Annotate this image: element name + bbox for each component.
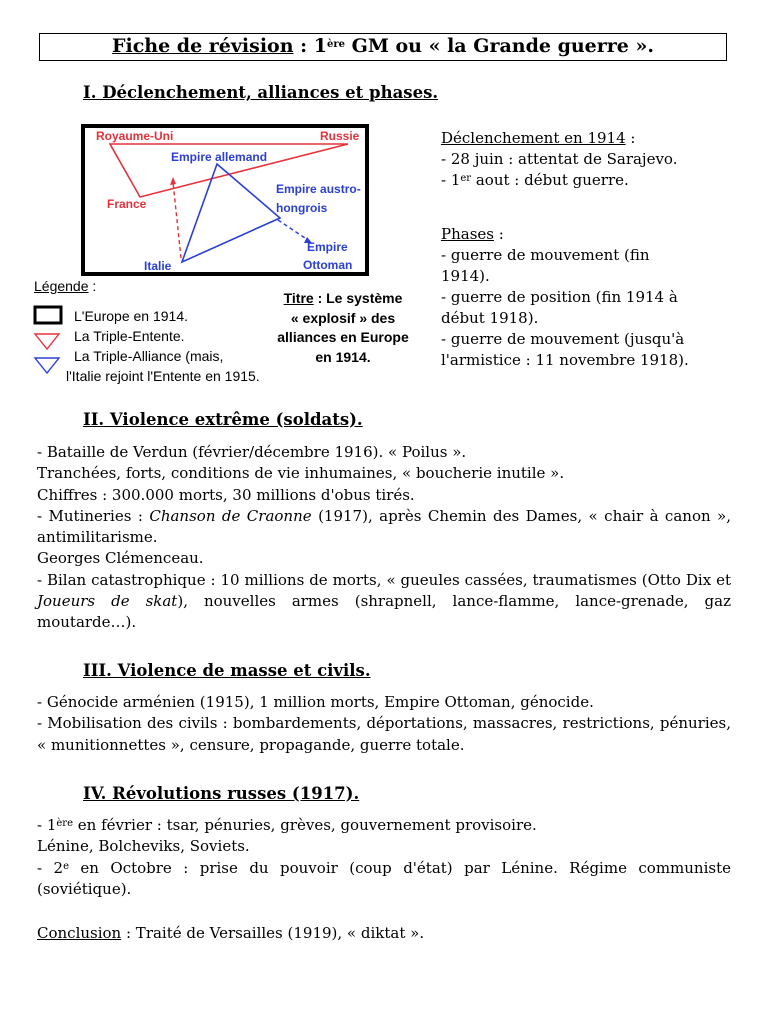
- section-3-body: - Génocide arménien (1915), 1 million morts, Empire Ottoman, génocide. - Mobilisation des civils : bombardements, déportations, massacres, restrictions, pénuries, « munitionnettes », censure, propagande, guerre totale.: [37, 693, 731, 754]
- legend-items: [66, 306, 260, 386]
- legend-alliance-symbol: [35, 358, 59, 373]
- legend-europe: L'Europe en 1914.: [74, 308, 188, 324]
- legend-title: Légende :: [34, 278, 97, 294]
- section-1-heading: I. Déclenchement, alliances et phases.: [83, 83, 439, 102]
- label-italie: Italie: [144, 259, 172, 273]
- alliances-map: [80, 122, 372, 280]
- section-4-body: - 1ère en février : tsar, pénuries, grèves, gouvernement provisoire. Lénine, Bolcheviks, Soviets. - 2e en Octobre : prise du pouvoir (coup d'état) par Lénine. Régime communiste (soviétique).: [37, 816, 731, 898]
- declenchement-block: Déclenchement en 1914 : - 28 juin : attentat de Sarajevo. - 1er aout : début guerre.: [441, 129, 678, 189]
- legend-europe-symbol: [35, 307, 61, 323]
- legend-alliance-1: La Triple-Alliance (mais,: [74, 348, 224, 364]
- label-royaume-uni: Royaume-Uni: [96, 129, 174, 143]
- phases-block: Phases : - guerre de mouvement (fin 1914). - guerre de position (fin 1914 à début 1918). - guerre de mouvement (jusqu'à l'armistice : 11 novembre 1918).: [441, 225, 689, 369]
- section-4-heading: IV. Révolutions russes (1917).: [83, 784, 360, 803]
- section-3-heading: III. Violence de masse et civils.: [83, 661, 371, 680]
- label-austro-hongrois-1: Empire austro-: [276, 182, 361, 196]
- legend-entente: La Triple-Entente.: [74, 328, 185, 344]
- section-2-heading: II. Violence extrême (soldats).: [83, 410, 363, 429]
- label-ottoman-2: Ottoman: [303, 258, 353, 272]
- label-russie: Russie: [320, 129, 360, 143]
- legend-entente-symbol: [35, 334, 59, 349]
- label-empire-allemand: Empire allemand: [171, 150, 268, 164]
- label-france: France: [107, 197, 147, 211]
- label-austro-hongrois-2: hongrois: [276, 201, 328, 215]
- section-2-body: - Bataille de Verdun (février/décembre 1916). « Poilus ». Tranchées, forts, conditions de vie inhumaines, « boucherie inutile ». Chiffres : 300.000 morts, 30 millions d'obus tirés. - Mutineries : Chanson de Craonne (1917), après Chemin des Dames, « chair à canon », antimilitarisme. Georges Clémenceau. - Bilan catastrophique : 10 millions de morts, « gueules cassées, traumatismes (Otto Dix et Joueurs de skat), nouvelles armes (shrapnell, lance-flamme, lance-grenade, gaz moutarde…).: [37, 443, 732, 632]
- legend-symbols: [32, 304, 66, 376]
- map-title: Titre : Le système « explosif » des alliances en Europe en 1914.: [277, 290, 409, 365]
- conclusion: Conclusion : Traité de Versailles (1919), « diktat ».: [37, 924, 425, 942]
- label-ottoman-1: Empire: [307, 240, 348, 254]
- page-title: Fiche de révision : 1ère GM ou « la Grande guerre ».: [112, 35, 654, 57]
- legend-alliance-2: l'Italie rejoint l'Entente en 1915.: [66, 368, 260, 384]
